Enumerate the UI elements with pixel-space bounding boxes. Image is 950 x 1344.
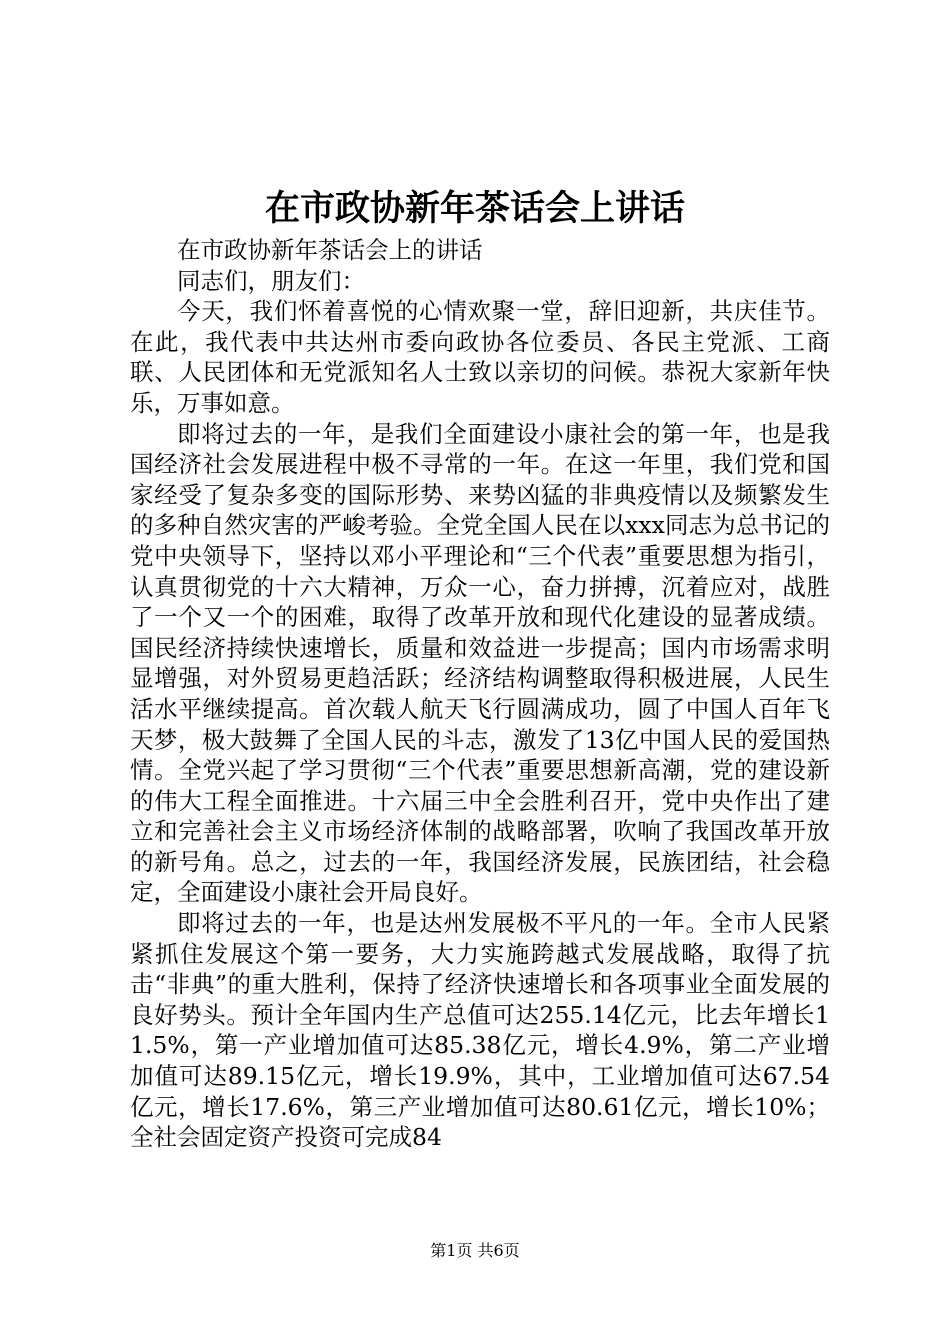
document-title: 在市政协新年茶话会上讲话 (264, 188, 685, 229)
page-footer: 第1页 共6页 (430, 1241, 520, 1260)
paragraph-subtitle: 在市政协新年茶话会上的讲话 (177, 236, 483, 264)
paragraph: 今天，我们怀着喜悦的心情欢聚一堂，辞旧迎新，共庆佳节。在此，我代表中共达州市委向政协各位委员、各民主党派、工商联、人民团体和无党派知名人士致以亲切的问候。恭祝大家新年快乐，万事如意。 (130, 297, 830, 417)
document-body (130, 235, 830, 1153)
paragraph-salutation: 同志们，朋友们： (177, 266, 365, 295)
paragraph: 即将过去的一年，是我们全面建设小康社会的第一年，也是我国经济社会发展进程中极不寻常的一年。在这一年里，我们党和国家经受了复杂多变的国际形势、来势凶猛的非典疫情以及频繁发生的多种自然灾害的严峻考验。全党全国人民在以xxx同志为总书记的党中央领导下，坚持以邓小平理论和“三个代表”重要思想为指引，认真贯彻党的十六大精神，万众一心，奋力拼搏，沉着应对，战胜了一个又一个的困难，取得了改革开放和现代化建设的显著成绩。国民经济持续快速增长，质量和效益进一步提高；国内市场需求明显增强，对外贸易更趋活跃；经济结构调整取得积极进展，人民生活水平继续提高。首次载人航天飞行圆满成功，圆了中国人百年飞天梦，极大鼓舞了全国人民的斗志，激发了13亿中国人民的爱国热情。全党兴起了学习贯彻“三个代表”重要思想新高潮，党的建设新的伟大工程全面推进。十六届三中全会胜利召开，党中央作出了建立和完善社会主义市场经济体制的战略部署，吹响了我国改革开放的新号角。总之，过去的一年，我国经济发展，民族团结，社会稳定，全面建设小康社会开局良好。 (130, 419, 830, 907)
paragraph: 即将过去的一年，也是达州发展极不平凡的一年。全市人民紧紧抓住发展这个第一要务，大力实施跨越式发展战略，取得了抗击“非典”的重大胜利，保持了经济快速增长和各项事业全面发展的良好势头。预计全年国内生产总值可达255.14亿元，比去年增长11.5%，第一产业增加值可达85.38亿元，增长4.9%，第二产业增加值可达89.15亿元，增长19.9%，其中，工业增加值可达67.54亿元，增长17.6%，第三产业增加值可达80.61亿元，增长10%；全社会固定资产投资可完成84 (130, 909, 830, 1152)
